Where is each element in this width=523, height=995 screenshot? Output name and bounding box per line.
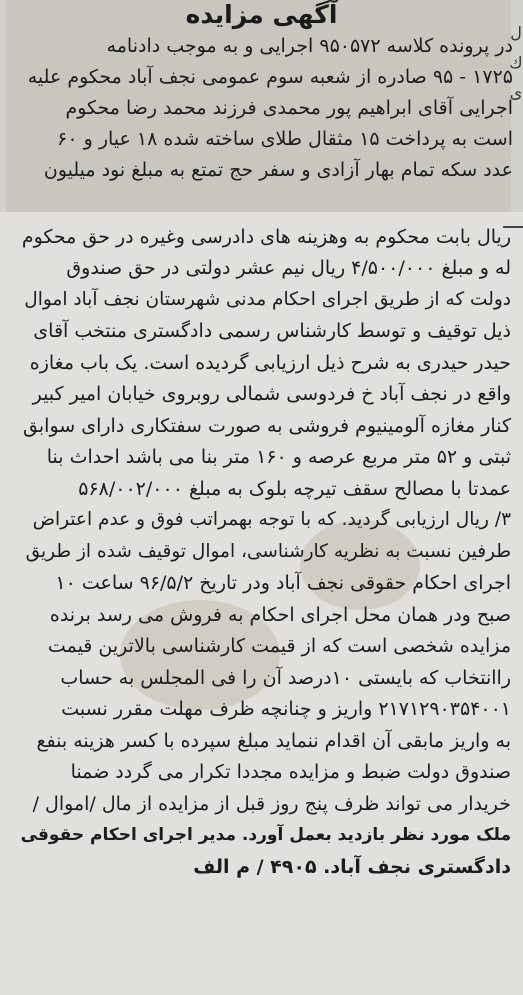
- body-line: اجرای احکام حقوقی نجف آباد ودر تاریخ ۹۶/۵/۲ ساعت ۱۰: [55, 572, 511, 594]
- body-line: ۲۱۷۱۲۹۰۳۵۴۰۰۱ واریز و چنانچه ظرف مهلت مقرر نسبت: [61, 698, 511, 720]
- body-line: راانتخاب که بایستی ۱۰درصد آن را فی المجلس به حساب: [60, 667, 511, 689]
- body-line: ۱۷۲۵ - ۹۵ صادره از شعبه سوم عمومی نجف آباد محکوم علیه: [27, 66, 513, 88]
- edge-glyph: ل: [510, 23, 522, 42]
- body-line: ثبتی و ۵۲ متر مربع عرصه و ۱۶۰ متر بنا می باشد احداث بنا: [46, 446, 511, 468]
- body-line: طرفین نسبت به نظریه کارشناسی، اموال توقیف شده از طریق: [25, 541, 511, 562]
- edge-glyph: ك: [509, 53, 523, 72]
- body-line: صندوق دولت ضبط و مزایده مجددا تکرار می گردد ضمنا: [70, 761, 511, 783]
- announcement-title: آگهی مزایده: [185, 0, 338, 29]
- body-line: است به پرداخت ۱۵ مثقال طلای ساخته شده ۱۸ عیار و ۶۰: [57, 128, 513, 150]
- body-line: اجرایی آقای ابراهیم پور محمدی فرزند محمد رضا محکوم: [65, 97, 513, 119]
- body-line: در پرونده کلاسه ۹۵۰۵۷۲ اجرایی و به موجب دادنامه: [106, 35, 513, 57]
- body-line: عمدتا با مصالح سقف تیرچه بلوک به مبلغ ۵۶۸/۰۰۲/۰۰۰: [78, 478, 511, 500]
- body-line: به واریز مابقی آن اقدام ننماید مبلغ سپرده با کسر هزینه بنفع: [36, 730, 511, 752]
- edge-glyph: ى: [509, 83, 523, 102]
- body-line: دولت که از طریق اجرای احکام مدنی شهرستان نجف آباد اموال: [24, 289, 511, 310]
- body-line-signature: دادگستری نجف آباد. ۴۹۰۵ / م الف: [193, 856, 511, 878]
- body-line: ذیل توقیف و توسط کارشناس رسمی دادگستری منتخب آقای: [33, 320, 511, 342]
- body-line: ریال بابت محکوم به وهزینه های دادرسی وغیره در حق محکوم: [21, 226, 511, 248]
- body-line: مزایده شخصی است که از قیمت کارشناسی بالاترین قیمت: [47, 635, 511, 657]
- body-line: صبح ودر همان محل اجرای احکام به فروش می رسد برنده: [49, 604, 511, 626]
- body-line-signature: ملک مورد نظر بازدید بعمل آورد. مدیر اجرای احکام حقوقی: [20, 825, 511, 845]
- body-line: واقع در نجف آباد خ فردوسی شمالی روبروی خیابان امیر کبیر: [32, 383, 511, 405]
- body-line: کنار مغازه آلومینیوم فروشی به صورت سفتکاری دارای سوابق: [23, 415, 511, 437]
- body-line: حیدر حیدری به شرح ذیل ارزیابی گردیده است. یک باب مغازه: [29, 352, 511, 374]
- body-line: خریدار می تواند ظرف پنج روز قبل از مزایده از مال /اموال /: [32, 793, 511, 815]
- body-line: له و مبلغ ۴/۵۰۰/۰۰۰ ریال نیم عشر دولتی در حق صندوق: [66, 257, 511, 279]
- body-line: عدد سکه تمام بهار آزادی و سفر حج تمتع به مبلغ نود میلیون: [43, 159, 513, 181]
- body-line: ۳/ ریال ارزیابی گردید. که با توجه بهمراتب فوق و عدم اعتراض: [32, 509, 511, 530]
